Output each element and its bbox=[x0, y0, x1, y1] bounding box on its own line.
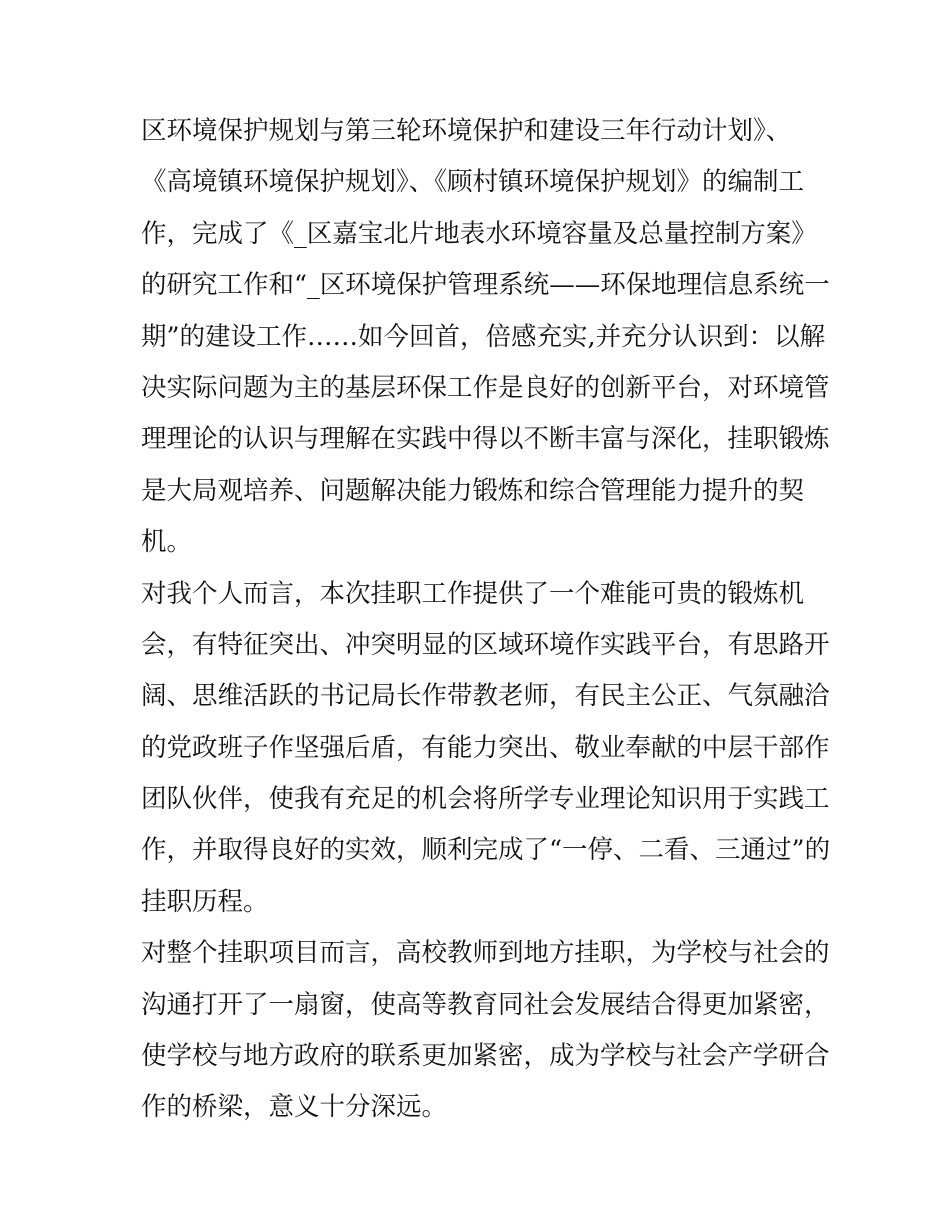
paragraph-1 bbox=[141, 106, 830, 569]
text-line: 沟通打开了一扇窗，使高等教育同社会发展结合得更加紧密， bbox=[141, 989, 830, 1020]
paragraph-3 bbox=[141, 928, 830, 1134]
paragraph-2 bbox=[141, 569, 831, 929]
text-line: 会，有特征突出、冲突明显的区域环境作实践平台，有思路开 bbox=[141, 629, 830, 660]
text-line: 决实际问题为主的基层环保工作是良好的创新平台，对环境管 bbox=[141, 372, 830, 403]
text-line: 区环境保护规划与第三轮环境保护和建设三年行动计划》、 bbox=[141, 116, 792, 146]
text-line: 是大局观培养、问题解决能力锻炼和综合管理能力提升的契 bbox=[141, 475, 805, 506]
text-line: 作，完成了《_区嘉宝北片地表水环境容量及总量控制方案》 bbox=[141, 218, 817, 249]
text-line: 《高境镇环境保护规划》、《顾村镇环境保护规划》的编制工 bbox=[141, 167, 805, 198]
document-body bbox=[141, 106, 831, 1134]
text-line: 的党政班子作坚强后盾，有能力突出、敬业奉献的中层干部作 bbox=[141, 732, 830, 763]
text-line: 阔、思维活跃的书记局长作带教老师，有民主公正、气氛融洽 bbox=[141, 681, 830, 712]
text-line: 作，并取得良好的实效，顺利完成了“一停、二看、三通过”的 bbox=[141, 835, 831, 866]
text-line: 作的桥梁，意义十分深远。 bbox=[141, 1092, 448, 1123]
text-line: 对我个人而言，本次挂职工作提供了一个难能可贵的锻炼机 bbox=[141, 578, 805, 609]
text-line: 期”的建设工作……如今回首，倍感充实,并充分认识到：以解 bbox=[141, 321, 826, 352]
text-line: 挂职历程。 bbox=[141, 886, 269, 917]
text-line: 团队伙伴，使我有充足的机会将所学专业理论知识用于实践工 bbox=[141, 784, 830, 815]
text-line: 理理论的认识与理解在实践中得以不断丰富与深化，挂职锻炼 bbox=[141, 424, 830, 455]
text-line: 对整个挂职项目而言，高校教师到地方挂职，为学校与社会的 bbox=[141, 938, 830, 969]
text-line: 使学校与地方政府的联系更加紧密，成为学校与社会产学研合 bbox=[141, 1041, 830, 1072]
text-line: 机。 bbox=[141, 527, 193, 558]
text-line: 的研究工作和“_区环境保护管理系统——环保地理信息系统一 bbox=[141, 270, 830, 301]
